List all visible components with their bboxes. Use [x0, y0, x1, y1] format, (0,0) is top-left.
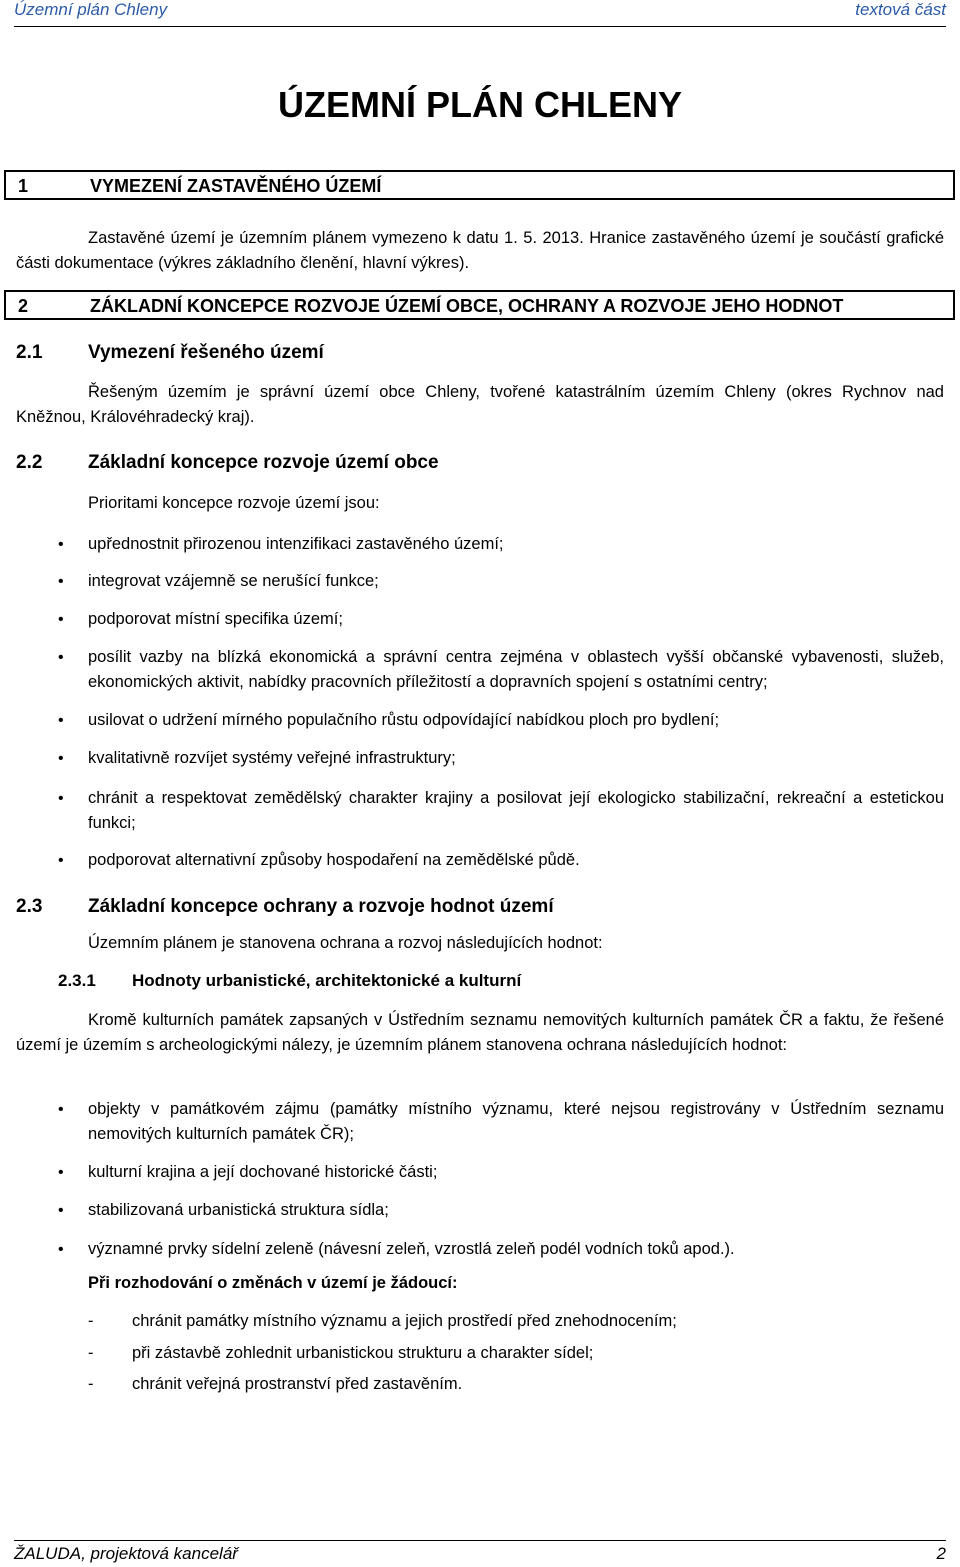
header-part-label: textová část — [855, 0, 946, 19]
decision-item-text: chránit památky místního významu a jejich prostředí před znehodnocením; — [132, 1312, 677, 1330]
section-2-1-heading — [16, 342, 324, 364]
priority-item: • posílit vazby na blízká ekonomická a správní centra zejména v oblastech vyšší občanské vybavenosti, služeb, ekonomických aktivit, nabídky pracovních příležitostí a dopravních spojení s ostatními centry; — [88, 645, 944, 695]
section-2-1-title: Vymezení řešeného území — [88, 342, 324, 363]
priority-item: • integrovat vzájemně se nerušící funkce; — [88, 569, 944, 594]
decision-item — [88, 1312, 677, 1331]
section-2-3-heading — [16, 896, 554, 918]
section-2-2-title: Základní koncepce rozvoje území obce — [88, 452, 439, 473]
header-document-name: Územní plán Chleny — [14, 0, 168, 19]
section-2-3-title: Základní koncepce ochrany a rozvoje hodnot území — [88, 896, 554, 917]
dash-marker: - — [88, 1312, 94, 1330]
section-2-3-intro: Územním plánem je stanovena ochrana a rozvoj následujících hodnot: — [88, 934, 603, 952]
section-2-3-number: 2.3 — [16, 896, 43, 917]
section-2-2-heading — [16, 452, 439, 474]
decision-item — [88, 1344, 594, 1363]
dash-marker: - — [88, 1344, 94, 1362]
section-2-title: ZÁKLADNÍ KONCEPCE ROZVOJE ÚZEMÍ OBCE, OCHRANY A ROZVOJE JEHO HODNOT — [90, 296, 844, 316]
value-item: • stabilizovaná urbanistická struktura sídla; — [88, 1198, 944, 1223]
section-2-3-1-title: Hodnoty urbanistické, architektonické a kulturní — [132, 971, 522, 990]
value-item: • významné prvky sídelní zeleně (návesní zeleň, vzrostlá zeleň podél vodních toků apod.). — [88, 1237, 944, 1262]
footer-page-number: 2 — [936, 1544, 946, 1563]
section-1-text: Zastavěné území je územním plánem vymezeno k datu 1. 5. 2013. Hranice zastavěného území je součástí grafické části dokumentace (výkres základního členění, hlavní výkres). — [16, 229, 944, 272]
decision-item — [88, 1375, 463, 1394]
section-2-3-1-text: Kromě kulturních památek zapsaných v Ústředním seznamu nemovitých kulturních památek ČR a faktu, že řešené území je územím s archeologickými nálezy, je územním plánem stanovena ochrana následujících hodnot: — [16, 1011, 944, 1054]
dash-marker: - — [88, 1375, 94, 1393]
priority-item: • podporovat místní specifika území; — [88, 607, 944, 632]
section-1-number: 1 — [18, 176, 29, 196]
section-2-3-1-number: 2.3.1 — [58, 971, 96, 990]
page-title: ÚZEMNÍ PLÁN CHLENY — [278, 84, 682, 125]
decision-item-text: při zástavbě zohlednit urbanistickou strukturu a charakter sídel; — [132, 1344, 594, 1362]
footer-author: ŽALUDA, projektová kancelář — [14, 1544, 238, 1563]
section-2-3-1-heading — [58, 971, 522, 991]
section-1-heading — [4, 170, 955, 200]
section-2-number: 2 — [18, 296, 29, 316]
section-2-2-intro: Prioritami koncepce rozvoje území jsou: — [88, 494, 380, 512]
page-header — [14, 0, 946, 27]
priority-item: • chránit a respektovat zemědělský charakter krajiny a posilovat její ekologicko stabilizační, rekreační a estetickou funkci; — [88, 786, 944, 836]
decision-heading: Při rozhodování o změnách v území je žádoucí: — [88, 1274, 458, 1292]
value-item: • kulturní krajina a její dochované historické části; — [88, 1160, 944, 1185]
page-footer — [14, 1540, 946, 1567]
value-item: • objekty v památkovém zájmu (památky místního významu, které nejsou registrovány v Ústředním seznamu nemovitých kulturních památek ČR); — [88, 1097, 944, 1147]
priority-item: • podporovat alternativní způsoby hospodaření na zemědělské půdě. — [88, 848, 944, 873]
section-2-2-number: 2.2 — [16, 452, 43, 473]
section-1-title: VYMEZENÍ ZASTAVĚNÉHO ÚZEMÍ — [90, 176, 382, 196]
priority-item: • kvalitativně rozvíjet systémy veřejné infrastruktury; — [88, 746, 944, 771]
section-2-heading — [4, 290, 955, 320]
section-2-1-number: 2.1 — [16, 342, 43, 363]
priority-item: • upřednostnit přirozenou intenzifikaci zastavěného území; — [88, 532, 944, 557]
priority-item: • usilovat o udržení mírného populačního růstu odpovídající nabídkou ploch pro bydlení; — [88, 708, 944, 733]
section-2-1-text: Řešeným územím je správní území obce Chleny, tvořené katastrálním územím Chleny (okres Rychnov nad Kněžnou, Královéhradecký kraj). — [16, 383, 944, 426]
decision-item-text: chránit veřejná prostranství před zastavěním. — [132, 1375, 463, 1393]
